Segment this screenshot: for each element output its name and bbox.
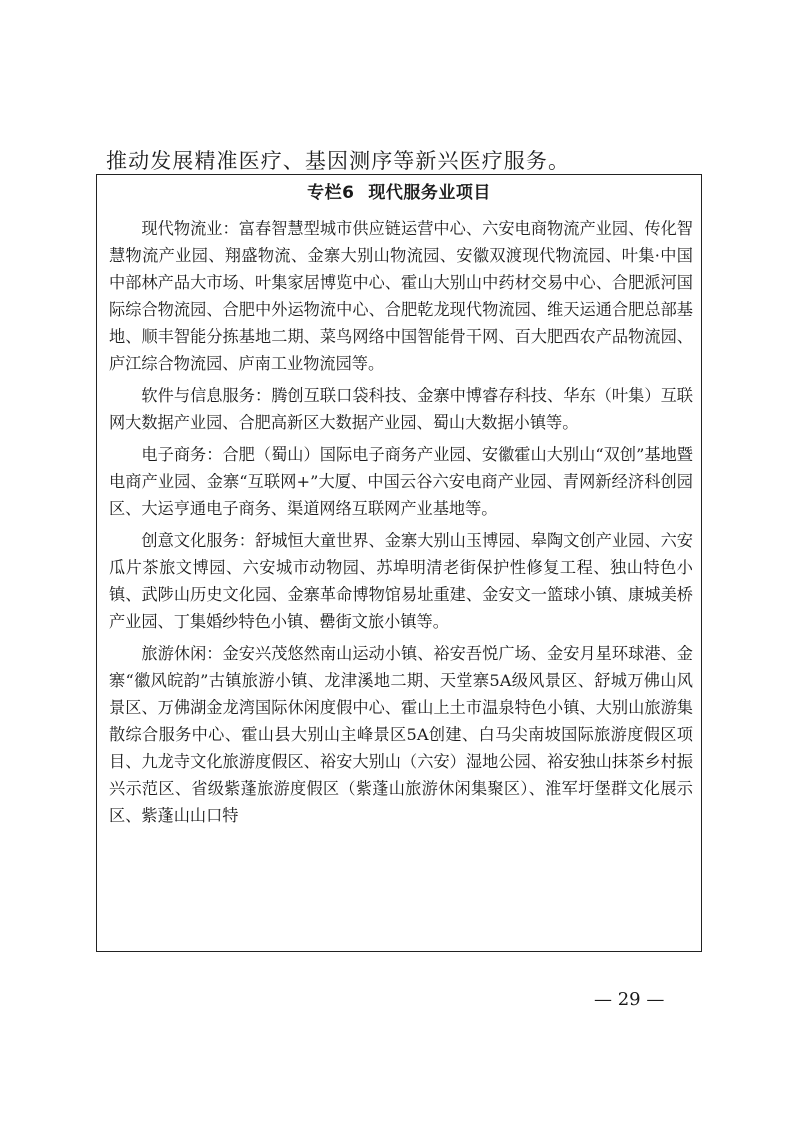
box-title-label: 专栏6	[307, 183, 355, 203]
page-number: — 29 —	[594, 989, 665, 1010]
paragraph-creative-culture: 创意文化服务：舒城恒大童世界、金寨大别山玉博园、皋陶文创产业园、六安瓜片茶旅文博园、六安城市动物园、苏埠明清老街保护性修复工程、独山特色小镇、武陟山历史文化园、金寨革命博物馆易址重建、金安文一篮球小镇、康城美桥产业园、丁集婚纱特色小镇、罍街文旅小镇等。	[109, 531, 693, 631]
paragraph-logistics: 现代物流业：富春智慧型城市供应链运营中心、六安电商物流产业园、传化智慧物流产业园、翔盛物流、金寨大别山物流园、安徽双渡现代物流园、叶集·中国中部林产品大市场、叶集家居博览中心、霍山大别山中药材交易中心、合肥派河国际综合物流园、合肥中外运物流中心、合肥乾龙现代物流园、维天运通合肥总部基地、顺丰智能分拣基地二期、菜鸟网络中国智能骨干网、百大肥西农产品物流园、庐江综合物流园、庐南工业物流园等。	[109, 219, 693, 373]
lead-paragraph: 推动发展精准医疗、基因测序等新兴医疗服务。	[106, 149, 571, 173]
paragraph-tourism: 旅游休闲：金安兴茂悠然南山运动小镇、裕安吾悦广场、金安月星环球港、金寨“徽风皖韵”古镇旅游小镇、龙津溪地二期、天堂寨5A级风景区、舒城万佛山风景区、万佛湖金龙湾国际休闲度假中心、霍山上土市温泉特色小镇、大别山旅游集散综合服务中心、霍山县大别山主峰景区5A创建、白马尖南坡国际旅游度假区项目、九龙寺文化旅游度假区、裕安大别山（六安）湿地公园、裕安独山抹茶乡村振兴示范区、省级紫蓬旅游度假区（紫蓬山旅游休闲集聚区）、淮军圩堡群文化展示区、紫蓬山山口特	[109, 644, 693, 825]
box-title-text: 现代服务业项目	[368, 183, 491, 203]
paragraph-software: 软件与信息服务：腾创互联口袋科技、金寨中博睿存科技、华东（叶集）互联网大数据产业园、合肥高新区大数据产业园、蜀山大数据小镇等。	[109, 386, 693, 432]
box-title	[97, 181, 701, 205]
paragraph-ecommerce: 电子商务：合肥（蜀山）国际电子商务产业园、安徽霍山大别山“双创”基地暨电商产业园、金寨“互联网+”大厦、中国云谷六安电商产业园、青网新经济科创园区、大运亨通电子商务、渠道网络互联网产业基地等。	[109, 445, 693, 518]
sidebar-box	[96, 174, 702, 952]
box-body	[109, 215, 693, 834]
